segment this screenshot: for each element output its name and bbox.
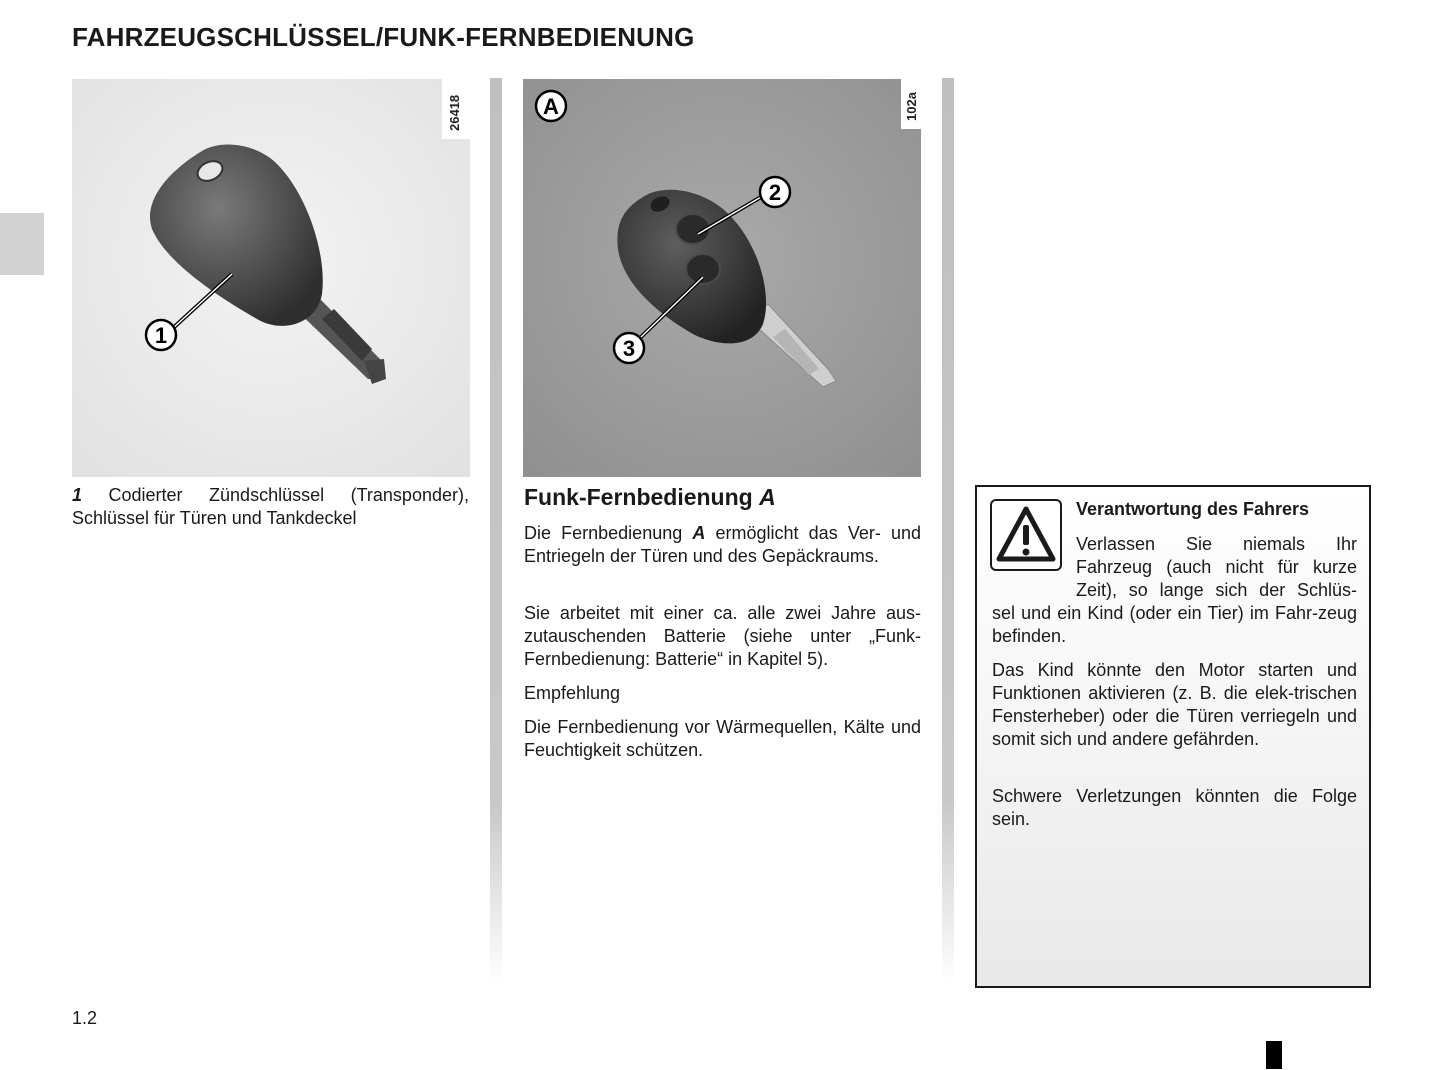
callout-2: 2 (768, 180, 782, 205)
figure-code-102a: 102a (904, 92, 919, 121)
warning-title: Verantwortung des Fahrers (1076, 499, 1310, 519)
warning-paragraph-2: Das Kind könnte den Motor starten und Funktionen aktivieren (z. B. die elek-trischen Fensterheber) oder die Türen verriegeln und somit sich und andere gefährden. (992, 660, 1357, 749)
remote-heading-text: Funk-Fernbedienung (524, 484, 753, 510)
callout-3: 3 (622, 336, 636, 361)
warning-triangle-icon (990, 499, 1062, 571)
column-divider-2 (942, 78, 954, 983)
warning-paragraph-3: Schwere Verletzungen könnten die Folge sein. (992, 786, 1357, 829)
remote-p1-after: ermöglicht das Ver- und Entriegeln der Türen und des Gepäckraums. (524, 523, 921, 566)
remote-paragraph-2: Sie arbeitet mit einer ca. alle zwei Jahre auszutauschenden Batterie (siehe unter „Funk-Fernbedienung: Batterie“ in Kapitel 5). (524, 603, 921, 669)
remote-paragraph-3: Empfehlung (524, 683, 621, 703)
figure-code-26418: 26418 (447, 94, 462, 131)
ignition-key-photo (72, 79, 470, 477)
figure1-caption (72, 484, 469, 530)
warning-box (975, 485, 1371, 988)
caption-text: Codierter Zündschlüssel (Transponder), Schlüssel für Türen und Tankdeckel (72, 485, 469, 528)
remote-heading (524, 484, 776, 511)
page-title: FAHRZEUGSCHLÜSSEL/FUNK-FERNBEDIENUNG (72, 22, 695, 52)
remote-paragraph-1 (524, 522, 921, 568)
caption-number: 1 (72, 485, 83, 505)
remote-key-photo (523, 79, 921, 477)
figure-label-a: A (543, 94, 559, 119)
callout-1: 1 (154, 323, 168, 348)
warning-p1-line3: Zeit), so lange sich der Schlüs- (1076, 580, 1357, 600)
remote-paragraph-4: Die Fernbedienung vor Wärmequellen, Kälte und Feuchtigkeit schützen. (524, 717, 921, 760)
page-number: 1.2 (72, 1008, 98, 1028)
chapter-tab (0, 213, 44, 275)
warning-p1-line2: Fahrzeug (auch nicht für kurze (1076, 557, 1357, 577)
remote-p1-before: Die Fernbedienung (524, 523, 683, 543)
column-divider-1 (490, 78, 502, 983)
remote-p1-letter: A (692, 523, 706, 543)
remote-heading-letter: A (759, 484, 776, 510)
page-corner-mark (1266, 1041, 1282, 1069)
warning-p1-rest: sel und ein Kind (oder ein Tier) im Fahr-zeug befinden. (992, 603, 1357, 646)
warning-p1-line1: Verlassen Sie niemals Ihr (1076, 534, 1357, 554)
